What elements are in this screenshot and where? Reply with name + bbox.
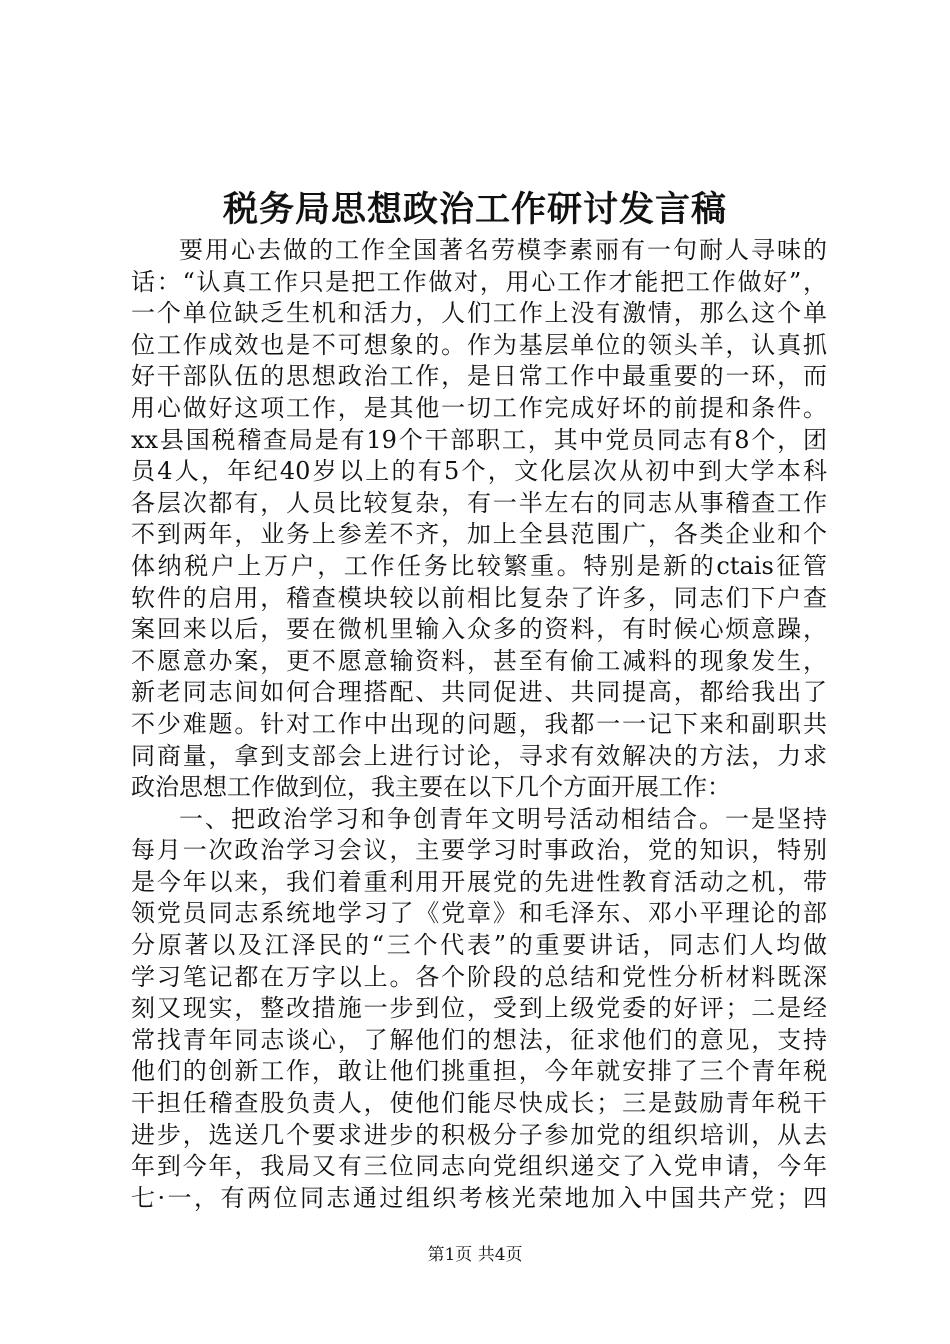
- paragraph-line: 员4人，年纪40岁以上的有5个，文化层次从初中到大学本科: [131, 457, 827, 486]
- paragraph-line: 新老同志间如何合理搭配、共同促进、共同提高，都给我出了: [131, 678, 827, 707]
- document-title: 税务局思想政治工作研讨发言稿: [222, 189, 727, 230]
- paragraph-line: 同商量，拿到支部会上进行讨论，寻求有效解决的方法，力求: [131, 741, 827, 770]
- paragraph-line: 不到两年，业务上参差不齐，加上全县范围广，各类企业和个: [131, 520, 827, 549]
- paragraph-line: 好干部队伍的思想政治工作，是日常工作中最重要的一环，而: [131, 362, 827, 391]
- paragraph-line: 学习笔记都在万字以上。各个阶段的总结和党性分析材料既深: [131, 962, 827, 991]
- paragraph-line: 用心做好这项工作，是其他一切工作完成好坏的前提和条件。: [131, 393, 827, 422]
- paragraph-line: 七·一，有两位同志通过组织考核光荣地加入中国共产党；四: [131, 1183, 827, 1212]
- document-body: [131, 235, 827, 1214]
- paragraph-line: 进步，选送几个要求进步的积极分子参加党的组织培训，从去: [131, 1120, 827, 1149]
- page-footer: 第1页 共4页: [427, 1245, 523, 1265]
- paragraph-line: 刻又现实，整改措施一步到位，受到上级党委的好评；二是经: [131, 994, 827, 1023]
- paragraph-line: 分原著以及江泽民的“三个代表”的重要讲话，同志们人均做: [131, 931, 827, 960]
- paragraph-line: 要用心去做的工作全国著名劳模李素丽有一句耐人寻味的: [179, 236, 827, 264]
- paragraph-line: 干担任稽查股负责人，使他们能尽快成长；三是鼓励青年税干: [131, 1089, 827, 1118]
- paragraph-line: 每月一次政治学习会议，主要学习时事政治，党的知识，特别: [131, 836, 827, 865]
- paragraph-line: 不少难题。针对工作中出现的问题，我都一一记下来和副职共: [131, 709, 827, 738]
- paragraph-line: 他们的创新工作，敢让他们挑重担，今年就安排了三个青年税: [131, 1057, 827, 1086]
- paragraph-line: 年到今年，我局又有三位同志向党组织递交了入党申请，今年: [131, 1152, 827, 1181]
- paragraph-line: xx县国税稽查局是有19个干部职工，其中党员同志有8个，团: [131, 425, 827, 454]
- paragraph-line: 位工作成效也是不可想象的。作为基层单位的领头羊，认真抓: [131, 330, 827, 359]
- paragraph-line: 常找青年同志谈心，了解他们的想法，征求他们的意见，支持: [131, 1025, 827, 1054]
- paragraph-line: 一、把政治学习和争创青年文明号活动相结合。一是坚持: [179, 804, 827, 833]
- paragraph-line: 政治思想工作做到位，我主要在以下几个方面开展工作：: [131, 773, 731, 802]
- paragraph-line: 是今年以来，我们着重利用开展党的先进性教育活动之机，带: [131, 867, 827, 896]
- paragraph-line: 不愿意办案，更不愿意输资料，甚至有偷工减料的现象发生，: [131, 646, 827, 675]
- paragraph-line: 各层次都有，人员比较复杂，有一半左右的同志从事稽查工作: [131, 488, 827, 517]
- paragraph-line: 话：“认真工作只是把工作做对，用心工作才能把工作做好”，: [131, 267, 827, 296]
- paragraph-line: 软件的启用，稽查模块较以前相比复杂了许多，同志们下户查: [131, 583, 827, 612]
- paragraph-line: 一个单位缺乏生机和活力，人们工作上没有激情，那么这个单: [131, 299, 827, 328]
- paragraph-line: 案回来以后，要在微机里输入众多的资料，有时候心烦意躁，: [131, 615, 827, 644]
- paragraph-line: 领党员同志系统地学习了《党章》和毛泽东、邓小平理论的部: [131, 899, 827, 928]
- paragraph-line: 体纳税户上万户，工作任务比较繁重。特别是新的ctais征管: [131, 551, 827, 580]
